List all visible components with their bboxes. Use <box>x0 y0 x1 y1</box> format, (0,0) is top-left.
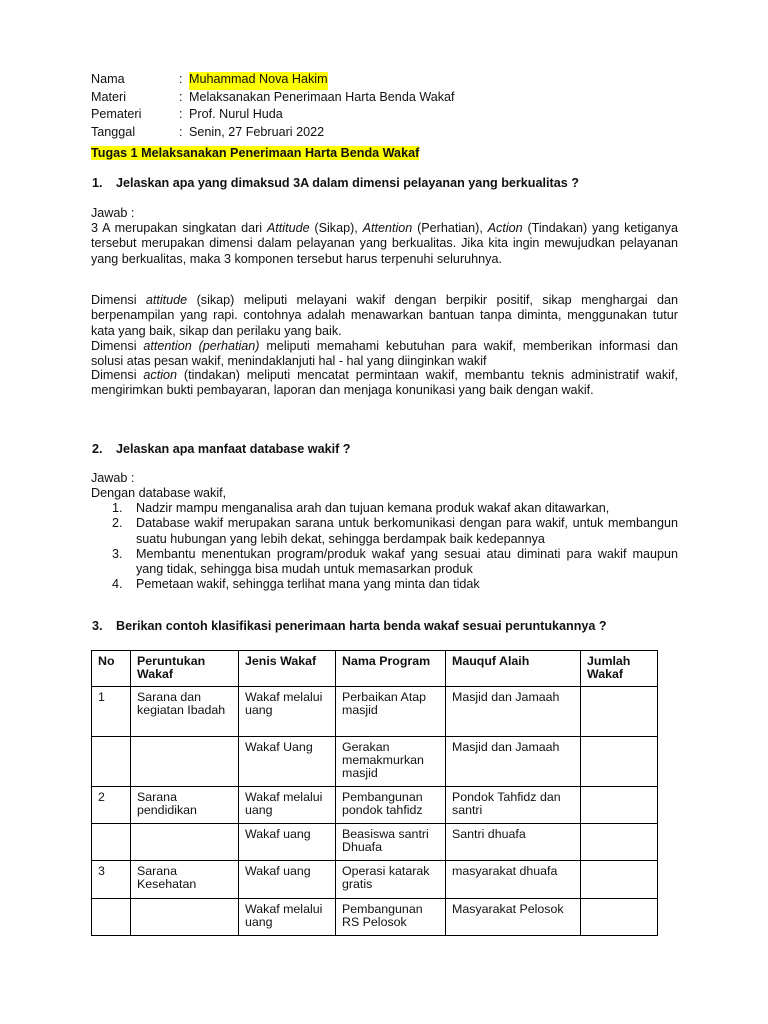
table-cell: Santri dhuafa <box>446 824 581 861</box>
list-number: 4. <box>112 577 123 592</box>
text-run: meliputi memahami kebutuhan para wakif, memberikan informasi dan solusi atas pesan wakif, menindaklanjuti hal - hal yang diinginkan wakif <box>91 339 678 369</box>
table-cell: Masjid dan Jamaah <box>446 687 581 737</box>
header-row-tanggal <box>91 125 455 143</box>
text-run: (Tindakan) yang ketiganya tersebut merupakan dimensi dalam pelayanan yang berkualitas. Jika kita ingin mewujudkan pelayanan yang berkualitas, maka 3 komponen tersebut harus terpenuhi seluruhnya. <box>91 221 678 266</box>
table-cell: Gerakan memakmurkan masjid <box>336 737 446 787</box>
list-number: 2. <box>112 516 123 531</box>
text-run: Dimensi <box>91 293 146 307</box>
header-separator: : <box>179 72 183 86</box>
header-separator: : <box>179 124 183 139</box>
table-cell: Operasi katarak gratis <box>336 861 446 899</box>
answer-2-intro: Dengan database wakif, <box>91 486 227 500</box>
answer-2-label: Jawab : <box>91 471 135 485</box>
text-run: Dimensi <box>91 339 144 353</box>
text-run: (Sikap), <box>309 221 363 235</box>
header-value: Melaksanakan Penerimaan Harta Benda Wakaf <box>189 89 455 104</box>
list-item <box>112 577 678 592</box>
header-value-name: Muhammad Nova Hakim <box>189 72 328 90</box>
header-key: Pemateri <box>91 107 142 121</box>
benefit-list <box>112 501 678 593</box>
answer-1-paragraph-4 <box>91 368 678 399</box>
table-cell <box>581 824 658 861</box>
header-separator: : <box>179 89 183 104</box>
question-text: Jelaskan apa yang dimaksud 3A dalam dimensi pelayanan yang berkualitas ? <box>116 176 579 190</box>
answer-1-paragraph-1 <box>91 221 678 267</box>
table-cell: Pembangunan RS Pelosok <box>336 899 446 936</box>
list-item <box>112 501 678 516</box>
table-cell <box>92 737 131 787</box>
table-cell: Masjid dan Jamaah <box>446 737 581 787</box>
table-cell <box>92 824 131 861</box>
table-cell <box>131 899 239 936</box>
header-value: Senin, 27 Februari 2022 <box>189 124 325 139</box>
table-cell: Wakaf melalui uang <box>239 687 336 737</box>
table-cell <box>581 787 658 824</box>
text-run-italic: attention (perhatian) <box>143 339 260 353</box>
question-text: Jelaskan apa manfaat database wakif ? <box>116 442 351 456</box>
header-key: Tanggal <box>91 124 136 139</box>
table-row <box>92 824 658 861</box>
table-cell: Masyarakat Pelosok <box>446 899 581 936</box>
table-cell: Pembangunan pondok tahfidz <box>336 787 446 824</box>
question-3 <box>92 619 607 634</box>
list-item <box>112 516 678 547</box>
text-run: 3 A merupakan singkatan dari <box>91 221 267 235</box>
header-cell: Jenis Wakaf <box>239 651 336 687</box>
table-cell: Sarana pendidikan <box>131 787 239 824</box>
list-text: Database wakif merupakan sarana untuk berkomunikasi dengan para wakif, untuk membangun suatu hubungan yang lebih dekat, sehingga berdampak baik kedepannya <box>136 516 678 546</box>
list-text: Nadzir mampu menganalisa arah dan tujuan kemana produk wakaf akan ditawarkan, <box>136 501 610 515</box>
table-cell: Sarana dan kegiatan Ibadah <box>131 687 239 737</box>
table-cell <box>92 899 131 936</box>
table-cell: masyarakat dhuafa <box>446 861 581 899</box>
table-row <box>92 687 658 737</box>
text-run: (Perhatian), <box>412 221 488 235</box>
table-cell: Wakaf uang <box>239 824 336 861</box>
header-cell: No <box>92 651 131 687</box>
table-cell <box>581 861 658 899</box>
task-title <box>91 146 419 161</box>
header-info <box>91 72 455 142</box>
question-number: 3. <box>92 619 103 633</box>
list-text: Membantu menentukan program/produk wakaf yang sesuai atau diminati para wakif maupun yang tidak, sehingga bisa mudah untuk memasarkan produk <box>136 546 678 577</box>
question-1 <box>92 176 579 191</box>
table-cell: Sarana Kesehatan <box>131 861 239 899</box>
text-run: (tindakan) meliputi mencatat permintaan wakif, membantu teknis administratif wakif, mengirimkan bukti pembayaran, laporan dan menjaga konunikasi yang baik dengan wakif. <box>91 368 678 398</box>
table-cell: Wakaf melalui uang <box>239 787 336 824</box>
header-separator: : <box>179 107 183 121</box>
question-2 <box>92 442 351 457</box>
header-cell: Jumlah Wakaf <box>581 651 658 687</box>
header-row-materi <box>91 90 455 108</box>
table-cell: Wakaf melalui uang <box>239 899 336 936</box>
header-cell: Nama Program <box>336 651 446 687</box>
task-title-text: Tugas 1 Melaksanakan Penerimaan Harta Benda Wakaf <box>91 146 420 160</box>
table-header-row <box>92 651 658 687</box>
header-cell: Mauquf Alaih <box>446 651 581 687</box>
table-cell <box>581 737 658 787</box>
list-text: Pemetaan wakif, sehingga terlihat mana yang minta dan tidak <box>136 577 480 592</box>
list-number: 3. <box>112 546 123 561</box>
header-row-pemateri <box>91 107 455 125</box>
table-cell <box>581 899 658 936</box>
header-key: Materi <box>91 89 126 104</box>
text-run-italic: action <box>143 368 177 382</box>
table-row <box>92 787 658 824</box>
table-row <box>92 899 658 936</box>
table-cell: Beasiswa santri Dhuafa <box>336 824 446 861</box>
table-cell: 1 <box>92 687 131 737</box>
text-run: Dimensi <box>91 368 144 382</box>
question-number: 1. <box>92 176 103 190</box>
text-run-italic: Attention <box>362 221 413 235</box>
table-cell: Wakaf uang <box>239 861 336 899</box>
table-cell: Pondok Tahfidz dan santri <box>446 787 581 824</box>
header-value: Prof. Nurul Huda <box>189 107 283 121</box>
answer-1-paragraph-3 <box>91 339 678 370</box>
answer-1-label: Jawab : <box>91 206 135 220</box>
table-cell: Wakaf Uang <box>239 737 336 787</box>
table-cell: 3 <box>92 861 131 899</box>
header-key: Nama <box>91 72 125 86</box>
question-number: 2. <box>92 442 103 456</box>
question-text: Berikan contoh klasifikasi penerimaan harta benda wakaf sesuai peruntukannya ? <box>116 619 607 633</box>
table-cell <box>581 687 658 737</box>
table-cell: Perbaikan Atap masjid <box>336 687 446 737</box>
text-run-italic: Attitude <box>266 221 310 235</box>
classification-table <box>91 650 658 936</box>
text-run-italic: attitude <box>145 293 188 307</box>
text-run-italic: Action <box>487 221 523 235</box>
header-row-nama <box>91 72 455 90</box>
header-cell: Peruntukan Wakaf <box>131 651 239 687</box>
table-cell: 2 <box>92 787 131 824</box>
table-row <box>92 737 658 787</box>
list-item <box>112 547 678 578</box>
list-number: 1. <box>112 501 123 515</box>
table-row <box>92 861 658 899</box>
table-cell <box>131 824 239 861</box>
table-cell <box>131 737 239 787</box>
answer-1-paragraph-2 <box>91 293 678 339</box>
text-run: (sikap) meliputi melayani wakif dengan berpikir positif, sikap menghargai dan berpenampilan yang rapi. contohnya adalah menawarkan bantuan tanpa diminta, menggunakan tutur kata yang baik, sikap dan perilaku yang baik. <box>91 293 678 338</box>
